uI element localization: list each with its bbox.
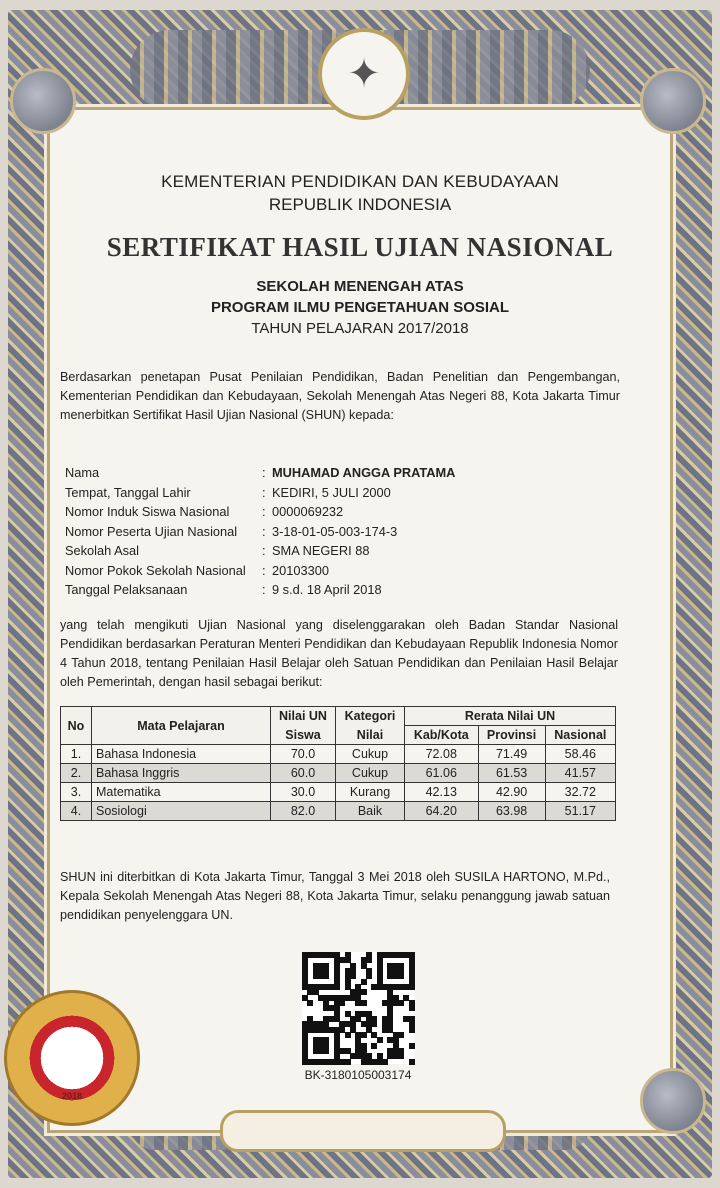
cell-category: Cukup	[336, 745, 405, 764]
student-field-birth	[65, 485, 602, 505]
qr-module	[409, 1043, 415, 1049]
student-field-school	[65, 543, 602, 563]
field-label: Nomor Induk Siswa Nasional	[65, 504, 230, 519]
cell-score: 30.0	[271, 783, 336, 802]
field-label: Sekolah Asal	[65, 543, 139, 558]
school-level: SEKOLAH MENENGAH ATAS	[256, 278, 464, 295]
qr-module	[345, 1032, 351, 1038]
field-colon: :	[262, 504, 266, 519]
col-category-bottom: Nilai	[336, 726, 405, 745]
ministry-line-2: REPUBLIK INDONESIA	[268, 195, 452, 214]
field-label: Tempat, Tanggal Lahir	[65, 484, 191, 500]
field-label: Nama	[65, 465, 100, 480]
qr-module	[361, 979, 367, 985]
col-no: No	[61, 707, 92, 745]
cell-category: Cukup	[336, 764, 405, 783]
field-value: 20103300	[272, 562, 329, 578]
col-score-top: Nilai UN	[271, 707, 336, 726]
field-colon: :	[262, 484, 266, 500]
cell-prov: 61.53	[478, 764, 545, 783]
qr-module	[323, 1048, 329, 1054]
certificate-title: SERTIFIKAT HASIL UJIAN NASIONAL	[106, 232, 614, 262]
cell-kab: 72.08	[405, 745, 479, 764]
qr-module	[409, 1027, 415, 1033]
qr-module	[366, 973, 372, 979]
cell-subject: Bahasa Inggris	[92, 764, 271, 783]
qr-module	[361, 1000, 367, 1006]
qr-module	[371, 1043, 377, 1049]
col-score-bottom: Siswa	[271, 726, 336, 745]
qr-module	[307, 1000, 313, 1006]
cell-nas: 51.17	[545, 802, 615, 821]
score-table	[60, 706, 616, 821]
cell-category: Kurang	[336, 783, 405, 802]
qr-module	[398, 1053, 404, 1059]
cell-score: 82.0	[271, 802, 336, 821]
student-field-exam-number	[65, 524, 602, 544]
field-label: Nomor Peserta Ujian Nasional	[65, 523, 238, 539]
field-colon: :	[262, 465, 266, 480]
field-label: Nomor Pokok Sekolah Nasional	[65, 562, 246, 578]
cell-no: 1.	[61, 745, 92, 764]
field-label: Tanggal Pelaksanaan	[65, 582, 188, 597]
qr-module	[409, 1005, 415, 1011]
garuda-emblem-icon: ✦	[318, 28, 410, 120]
cell-prov: 71.49	[478, 745, 545, 764]
student-field-name	[65, 465, 602, 485]
student-details	[65, 465, 602, 602]
col-category-top: Kategori	[336, 707, 405, 726]
cell-prov: 63.98	[478, 802, 545, 821]
col-prov: Provinsi	[478, 726, 545, 745]
col-subject: Mata Pelajaran	[92, 707, 271, 745]
cell-subject: Bahasa Indonesia	[92, 745, 271, 764]
student-field-npsn	[65, 563, 602, 583]
qr-module	[371, 1021, 377, 1027]
cell-nas: 41.57	[545, 764, 615, 783]
qr-module	[339, 1000, 345, 1006]
field-value: MUHAMAD ANGGA PRATAMA	[272, 465, 456, 480]
qr-module	[361, 989, 367, 995]
table-row	[61, 783, 616, 802]
qr-module	[409, 1059, 415, 1065]
body-paragraph: yang telah mengikuti Ujian Nasional yang diselenggarakan oleh Badan Standar Nasional Pendidikan berdasarkan Peraturan Menteri Pendidikan dan Kebudayaan Republik Indonesia Nomor 4 Tahun 2018, tentang Penilaian Hasil Belajar oleh Satuan Pendidikan dan Penilaian Hasil Belajar oleh Pemerintah, dengan hasil sebagai berikut:	[60, 618, 618, 689]
qr-module	[398, 1032, 404, 1038]
cell-no: 2.	[61, 764, 92, 783]
seal-year: 2018	[61, 1091, 83, 1101]
field-value: 3-18-01-05-003-174-3	[272, 523, 398, 539]
table-row	[61, 764, 616, 783]
qr-module	[398, 1000, 404, 1006]
qr-module	[350, 973, 356, 979]
field-colon: :	[262, 543, 266, 558]
field-colon: :	[262, 523, 266, 539]
field-value: 9 s.d. 18 April 2018	[272, 582, 382, 597]
field-colon: :	[262, 582, 266, 597]
ministry-line-1: KEMENTERIAN PENDIDIKAN DAN KEBUDAYAAN	[161, 172, 559, 191]
cell-kab: 64.20	[405, 802, 479, 821]
student-field-exam-date	[65, 582, 602, 602]
cell-score: 60.0	[271, 764, 336, 783]
bottom-plate	[220, 1110, 506, 1152]
qr-code-icon	[302, 952, 414, 1064]
cell-kab: 61.06	[405, 764, 479, 783]
col-average-group: Rerata Nilai UN	[405, 707, 616, 726]
field-colon: :	[262, 562, 266, 578]
qr-module	[366, 957, 372, 963]
cell-no: 4.	[61, 802, 92, 821]
table-row	[61, 745, 616, 764]
table-row	[61, 802, 616, 821]
cell-kab: 42.13	[405, 783, 479, 802]
corner-ornament-top-right	[640, 68, 706, 134]
field-value: SMA NEGERI 88	[272, 543, 370, 558]
academic-year: TAHUN PELAJARAN 2017/2018	[251, 320, 469, 337]
field-value: 0000069232	[272, 504, 344, 519]
qr-module	[334, 984, 340, 990]
program-name: PROGRAM ILMU PENGETAHUAN SOSIAL	[210, 299, 510, 316]
cell-nas: 32.72	[545, 783, 615, 802]
cell-subject: Matematika	[92, 783, 271, 802]
cell-category: Baik	[336, 802, 405, 821]
corner-ornament-bottom-right	[640, 1068, 706, 1134]
col-nas: Nasional	[545, 726, 615, 745]
student-field-nisn	[65, 504, 602, 524]
qr-module	[361, 1032, 367, 1038]
qr-module	[398, 973, 404, 979]
qr-module	[323, 973, 329, 979]
corner-ornament-top-left	[10, 68, 76, 134]
cell-prov: 42.90	[478, 783, 545, 802]
qr-module	[409, 984, 415, 990]
closing-paragraph: SHUN ini diterbitkan di Kota Jakarta Timur, Tanggal 3 Mei 2018 oleh SUSILA HARTONO, M.Pd., Kepala Sekolah Menengah Atas Negeri 88, Kota Jakarta Timur, selaku penanggung jawab satuan pendidikan penyelenggara UN.	[60, 870, 610, 922]
cell-subject: Sosiologi	[92, 802, 271, 821]
col-kab: Kab/Kota	[405, 726, 479, 745]
cell-no: 3.	[61, 783, 92, 802]
intro-paragraph: Berdasarkan penetapan Pusat Penilaian Pendidikan, Badan Penelitian dan Pengembangan, Kementerian Pendidikan dan Kebudayaan, Sekolah Menengah Atas Negeri 88, Kota Jakarta Timur menerbitkan Sertifikat Hasil Ujian Nasional (SHUN) kepada:	[60, 370, 620, 422]
cell-nas: 58.46	[545, 745, 615, 764]
ministry-seal-icon	[4, 990, 140, 1126]
cell-score: 70.0	[271, 745, 336, 764]
qr-code-number: BK-3180105003174	[304, 1068, 412, 1082]
field-value: KEDIRI, 5 JULI 2000	[272, 484, 391, 500]
qr-module	[377, 1037, 383, 1043]
qr-module	[382, 1059, 388, 1065]
qr-module	[345, 1059, 351, 1065]
